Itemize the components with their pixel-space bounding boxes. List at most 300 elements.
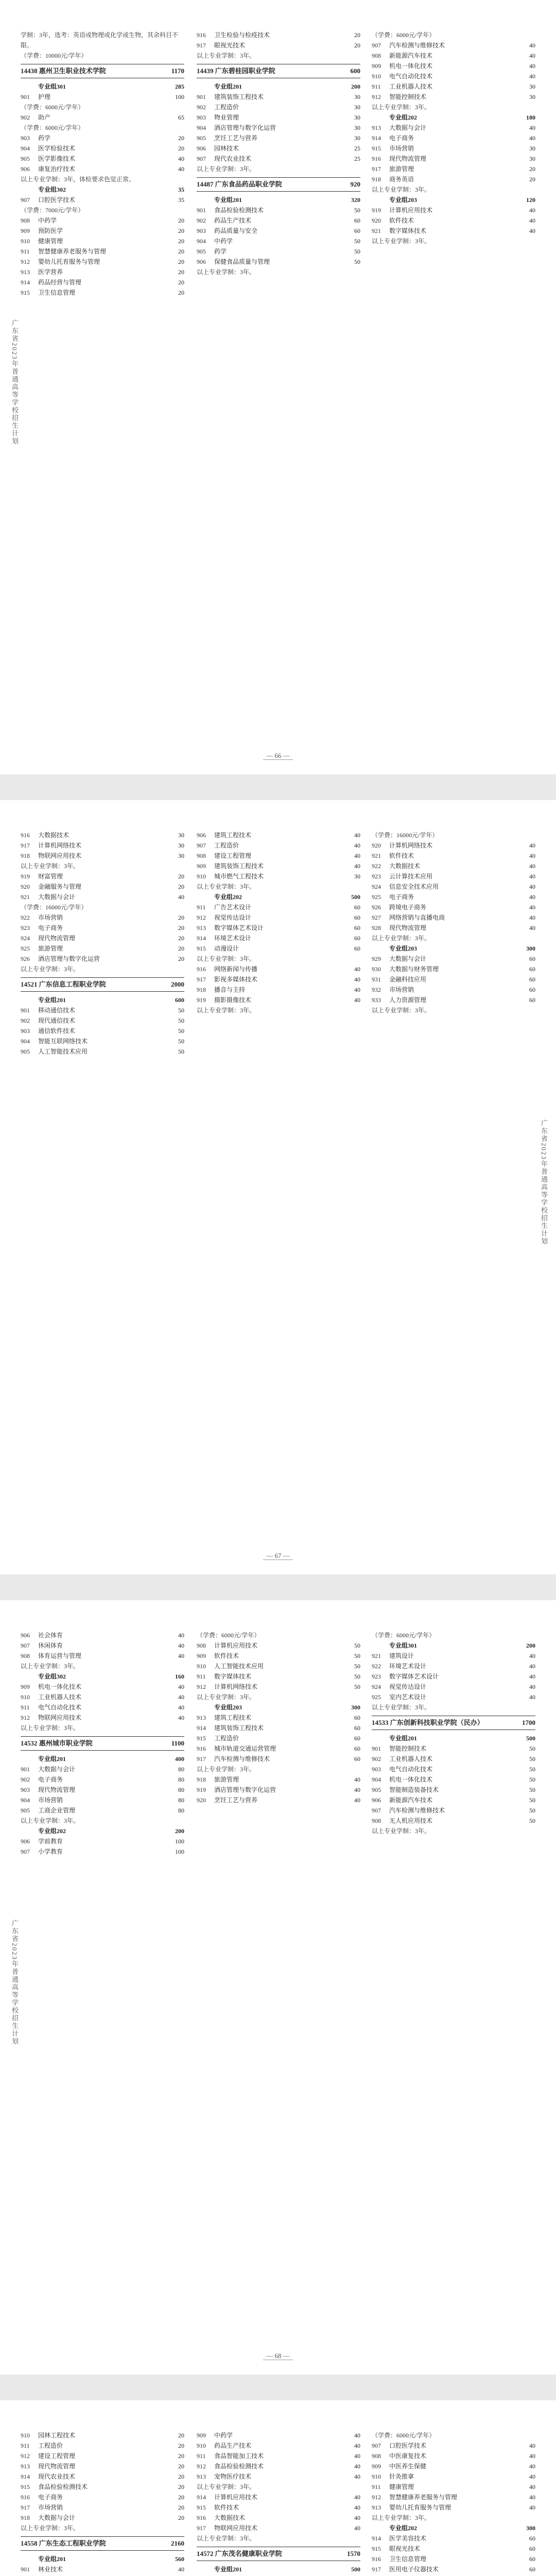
major-name: 大数据与会计 (38, 893, 76, 901)
major-row (197, 226, 360, 236)
plan-count: 20 (529, 165, 535, 173)
major-row (21, 1640, 184, 1651)
plan-count: 80 (178, 1786, 184, 1793)
major-row (372, 1682, 535, 1692)
major-row (372, 154, 535, 164)
major-row (197, 871, 360, 882)
major-name: 电气自动化技术 (38, 1704, 82, 1711)
major-code: 909 (372, 2463, 381, 2470)
major-code: 906 (197, 145, 206, 152)
major-row (372, 840, 535, 851)
major-code: 915 (197, 945, 206, 952)
plan-count: 50 (354, 1663, 360, 1670)
plan-count: 40 (529, 1652, 535, 1659)
plan-count: 40 (178, 1642, 184, 1649)
plan-count: 30 (529, 145, 535, 152)
major-row (372, 2533, 535, 2544)
major-code: 914 (21, 279, 30, 286)
major-row (197, 2461, 360, 2471)
note-text: 以上专业学制：3年。 (197, 52, 256, 59)
plan-count: 50 (354, 258, 360, 265)
major-code: 912 (197, 914, 206, 921)
major-name: 旅游管理 (214, 1776, 239, 1783)
major-row (197, 1723, 360, 1733)
major-code: 902 (197, 217, 206, 224)
major-name: 现代物流管理 (38, 935, 76, 942)
major-row (197, 154, 360, 164)
document-page (0, 0, 556, 774)
major-code: 915 (21, 2483, 30, 2490)
major-row (372, 1764, 535, 1774)
major-name: 现代物流管理 (38, 1786, 76, 1793)
plan-count: 60 (354, 924, 360, 931)
text-column (21, 830, 184, 1057)
major-name: 物联网应用技术 (214, 2524, 258, 2532)
major-name: 现代物流管理 (389, 155, 427, 162)
plan-count: 80 (178, 1766, 184, 1773)
major-code: 925 (372, 1693, 381, 1701)
major-code: 909 (21, 1683, 30, 1690)
major-row (21, 933, 184, 943)
major-code: 911 (197, 2452, 206, 2460)
major-name: 医学检验技术 (38, 145, 76, 152)
side-running-header: 广东省2023年普通高等学校招生计划 (11, 1920, 19, 2045)
major-code: 918 (197, 986, 206, 993)
major-row (372, 2441, 535, 2451)
note-text: 以上专业学制：3年。 (372, 2514, 431, 2521)
plan-count: 200 (526, 1642, 535, 1649)
major-row (197, 974, 360, 985)
major-row (21, 154, 184, 164)
major-row (372, 123, 535, 133)
major-code: 902 (21, 1776, 30, 1783)
plan-count: 60 (354, 217, 360, 224)
major-row (21, 1651, 184, 1661)
major-name: 大数据与会计 (389, 124, 427, 131)
plan-count: 20 (178, 217, 184, 224)
plan-count: 20 (529, 176, 535, 183)
major-code: 904 (21, 1797, 30, 1804)
major-row (372, 912, 535, 923)
note-text: 以上专业学制：3年。 (21, 2524, 80, 2532)
major-code: 911 (21, 2442, 30, 2449)
major-name: 预防医学 (38, 227, 63, 234)
major-code: 922 (21, 914, 30, 921)
major-row (21, 112, 184, 123)
major-name: 体育运营与管理 (38, 1652, 82, 1659)
major-code: 915 (372, 2545, 381, 2552)
major-row (372, 1816, 535, 1826)
major-code: 918 (197, 1776, 206, 1783)
plan-count: 35 (178, 186, 184, 193)
major-group-row (372, 943, 535, 954)
plan-count: 50 (529, 1786, 535, 1793)
major-name: 旅游管理 (38, 945, 63, 952)
plan-count: 40 (529, 2452, 535, 2460)
major-name: 专业组203 (389, 196, 418, 204)
major-row (21, 1630, 184, 1640)
major-name: 护理 (38, 93, 51, 100)
plan-count: 60 (529, 2545, 535, 2552)
major-code: 914 (197, 1724, 206, 1732)
major-code: 917 (197, 42, 206, 49)
major-name: 智慧健康养老服务与管理 (38, 248, 107, 255)
note-text: （学费：16000元/学年） (21, 904, 88, 911)
plan-count: 50 (529, 1755, 535, 1762)
major-code: 922 (372, 862, 381, 870)
plan-count: 50 (178, 1038, 184, 1045)
major-code: 914 (372, 2535, 381, 2542)
plan-count: 20 (178, 2494, 184, 2501)
note-text: （学费：6000元/学年） (21, 124, 84, 131)
major-code: 901 (197, 93, 206, 100)
plan-count: 30 (529, 155, 535, 162)
major-name: 市场营销 (38, 1797, 63, 1804)
major-row (21, 2471, 184, 2482)
major-row (21, 1764, 184, 1774)
major-code: 906 (21, 1838, 30, 1845)
major-row (21, 267, 184, 277)
plan-count: 500 (351, 2566, 360, 2573)
major-code: 919 (372, 207, 381, 214)
major-code: 903 (21, 1786, 30, 1793)
note-text: 以上专业学制：3年。 (21, 965, 80, 973)
major-name: 园林工程技术 (38, 2432, 76, 2439)
major-name: 汽车检测与维修技术 (389, 42, 445, 49)
major-name: 专业组201 (214, 83, 242, 90)
major-name: 软件技术 (214, 1652, 239, 1659)
major-row (21, 851, 184, 861)
plan-count: 50 (354, 207, 360, 214)
plan-count: 40 (529, 904, 535, 911)
major-name: 建筑装饰工程技术 (214, 1724, 264, 1732)
major-row (21, 1046, 184, 1057)
plan-count: 50 (354, 248, 360, 255)
major-group-row (372, 112, 535, 123)
major-name: 酒店管理与数字化运营 (214, 124, 276, 131)
major-row (21, 2492, 184, 2502)
major-row (21, 1713, 184, 1723)
school-name: 14438 惠州卫生职业技术学院 (21, 67, 106, 75)
major-row (21, 1692, 184, 1702)
plan-count: 180 (526, 114, 535, 121)
plan-count: 20 (178, 883, 184, 890)
major-row (372, 974, 535, 985)
school-total: 1100 (171, 1739, 184, 1747)
note-text: 以上专业学制：3年。 (197, 2483, 256, 2490)
major-name: 财富管理 (38, 873, 63, 880)
school-name: 14532 惠州城市职业学院 (21, 1739, 93, 1747)
plan-count: 300 (351, 1704, 360, 1711)
major-code: 910 (372, 2473, 381, 2480)
plan-count: 40 (354, 986, 360, 993)
major-code: 904 (21, 1038, 30, 1045)
major-row (197, 1651, 360, 1661)
major-row (372, 92, 535, 102)
plan-count: 20 (178, 873, 184, 880)
text-column (197, 30, 360, 277)
plan-count: 40 (354, 2432, 360, 2439)
major-name: 市场营销 (389, 986, 414, 993)
major-code: 922 (372, 1663, 381, 1670)
major-row (21, 257, 184, 267)
major-code: 903 (21, 134, 30, 142)
plan-count: 40 (354, 2514, 360, 2521)
major-name: 大数据与会计 (38, 2514, 76, 2521)
major-row (197, 30, 360, 40)
page-number (0, 752, 556, 760)
major-row (197, 133, 360, 143)
major-row (372, 2502, 535, 2513)
plan-count: 60 (529, 2555, 535, 2563)
major-row (372, 964, 535, 974)
plan-count: 30 (178, 842, 184, 849)
major-name: 计算机网络技术 (38, 842, 82, 849)
major-code: 932 (372, 986, 381, 993)
major-code: 908 (21, 1652, 30, 1659)
major-code: 917 (372, 2566, 381, 2573)
major-row (372, 40, 535, 50)
major-name: 数字媒体艺术设计 (389, 1673, 439, 1680)
major-row (21, 1846, 184, 1857)
major-row (197, 143, 360, 154)
plan-count: 50 (529, 1797, 535, 1804)
major-row (372, 174, 535, 184)
major-name: 药品生产技术 (214, 217, 252, 224)
major-group-row (197, 2564, 360, 2574)
plan-count: 50 (354, 238, 360, 245)
major-code: 919 (197, 996, 206, 1004)
major-row (372, 2482, 535, 2492)
major-code: 913 (197, 1714, 206, 1721)
major-name: 专业组202 (389, 114, 418, 121)
note-text: 以上专业学制：3年。 (197, 955, 256, 962)
major-row (21, 882, 184, 892)
major-name: 建设工程管理 (38, 2452, 76, 2460)
major-code: 913 (197, 2473, 206, 2480)
major-code: 912 (21, 1714, 30, 1721)
major-name: 食品检验检测技术 (38, 2483, 88, 2490)
plan-count: 30 (178, 832, 184, 839)
major-name: 商务英语 (389, 176, 414, 183)
major-row (197, 851, 360, 861)
note-text: （学费：16000元/学年） (372, 832, 439, 839)
note-text: 以上专业学制：3年。 (372, 935, 431, 942)
major-name: 助产 (38, 114, 51, 121)
major-row (372, 133, 535, 143)
major-code: 912 (197, 1683, 206, 1690)
school-name: 14533 广东创新科技职业学院（民办） (372, 1719, 484, 1726)
school-total: 1700 (522, 1719, 535, 1726)
plan-count: 40 (529, 227, 535, 234)
school-header (197, 177, 360, 192)
note-text: 以上专业学制：3年，体检要求色觉正常。 (21, 176, 135, 183)
major-code: 912 (21, 258, 30, 265)
major-code: 911 (197, 904, 206, 911)
school-name: 14439 广东碧桂园职业学院 (197, 67, 275, 75)
major-code: 916 (21, 832, 30, 839)
major-name: 旅游管理 (389, 165, 414, 173)
major-name: 机电一体化技术 (389, 1776, 433, 1783)
major-row (21, 2513, 184, 2523)
major-code: 926 (21, 955, 30, 962)
major-name: 电子商务 (38, 924, 63, 931)
plan-count: 50 (178, 1048, 184, 1055)
major-row (372, 882, 535, 892)
major-row (197, 2430, 360, 2441)
plan-count: 500 (526, 1735, 535, 1742)
major-code: 910 (197, 2442, 206, 2449)
major-row (21, 1836, 184, 1846)
major-code: 915 (197, 2504, 206, 2511)
major-name: 软件技术 (389, 852, 414, 859)
major-row (372, 923, 535, 933)
major-name: 专业组201 (214, 2566, 242, 2573)
major-row (372, 2492, 535, 2502)
plan-count: 40 (354, 1786, 360, 1793)
major-name: 社会体育 (38, 1632, 63, 1639)
major-code: 915 (372, 145, 381, 152)
plan-count: 60 (529, 996, 535, 1004)
major-name: 数字媒体技术 (389, 227, 427, 234)
plan-count: 50 (354, 1652, 360, 1659)
major-name: 医用电子仪器技术 (389, 2566, 439, 2573)
plan-count: 40 (529, 2483, 535, 2490)
major-name: 环境艺术设计 (214, 935, 252, 942)
major-row (21, 1774, 184, 1785)
major-row (197, 830, 360, 840)
plan-count: 40 (178, 1704, 184, 1711)
plan-count: 40 (529, 2504, 535, 2511)
plan-count: 60 (529, 976, 535, 983)
plan-count: 40 (529, 1683, 535, 1690)
major-name: 药品经营与管理 (38, 279, 82, 286)
note-text: 学制：3年，选考：英语或物理或化学或生物，其余科目不限。 (21, 31, 179, 49)
plan-count: 60 (529, 986, 535, 993)
major-code: 907 (21, 1848, 30, 1855)
note-text: 以上专业学制：3年。 (372, 186, 431, 193)
plan-count: 40 (354, 862, 360, 870)
major-row (197, 2502, 360, 2513)
major-name: 卫生信息管理 (38, 289, 76, 296)
plan-count: 120 (526, 196, 535, 204)
major-row (197, 1671, 360, 1682)
major-row (372, 215, 535, 226)
plan-count: 40 (529, 73, 535, 80)
school-total: 1170 (171, 67, 184, 75)
major-code: 905 (21, 155, 30, 162)
major-name: 现代物流管理 (38, 2463, 76, 2470)
major-row (197, 840, 360, 851)
major-row (372, 1671, 535, 1682)
plan-count: 60 (529, 2535, 535, 2542)
plan-count: 40 (529, 124, 535, 131)
plan-count: 60 (354, 935, 360, 942)
major-code: 911 (21, 248, 30, 255)
major-row (372, 851, 535, 861)
text-column (372, 830, 535, 1015)
major-row (21, 1005, 184, 1015)
major-row (197, 2451, 360, 2461)
major-name: 健康管理 (38, 238, 63, 245)
major-name: 电子商务 (389, 893, 414, 901)
plan-count: 50 (354, 1642, 360, 1649)
major-name: 机电一体化技术 (38, 1683, 82, 1690)
major-row (197, 102, 360, 112)
major-name: 现代农业技术 (214, 155, 252, 162)
school-total: 920 (350, 180, 360, 188)
major-name: 烹饪工艺与营养 (214, 1797, 258, 1804)
plan-count: 20 (178, 2432, 184, 2439)
major-code: 902 (21, 114, 30, 121)
major-row (197, 933, 360, 943)
major-name: 视觉传达设计 (389, 1683, 427, 1690)
major-code: 904 (372, 1776, 381, 1783)
plan-count: 40 (354, 2463, 360, 2470)
plan-count: 40 (178, 1652, 184, 1659)
major-name: 工业机器人技术 (38, 1693, 82, 1701)
major-code: 908 (372, 2452, 381, 2460)
plan-count: 40 (529, 1673, 535, 1680)
major-name: 网络营销与直播电商 (389, 914, 445, 921)
plan-count: 20 (178, 238, 184, 245)
major-code: 901 (197, 207, 206, 214)
plan-count: 40 (178, 165, 184, 173)
major-code: 914 (197, 935, 206, 942)
plan-count: 60 (354, 904, 360, 911)
plan-count: 40 (354, 2452, 360, 2460)
note-text: （学费：6000元/学年） (372, 31, 436, 39)
major-name: 婴幼儿托育服务与管理 (38, 258, 100, 265)
plan-count: 30 (354, 104, 360, 111)
document-page (0, 800, 556, 1574)
plan-count: 20 (354, 31, 360, 39)
text-column (197, 830, 360, 1015)
major-code: 910 (372, 73, 381, 80)
major-name: 大数据技术 (214, 2514, 246, 2521)
major-row (372, 2554, 535, 2564)
major-code: 913 (372, 2504, 381, 2511)
major-row (21, 92, 184, 102)
major-name: 药品生产技术 (214, 2442, 252, 2449)
major-row (197, 923, 360, 933)
plan-count: 60 (529, 955, 535, 962)
major-name: 保健食品质量与管理 (214, 258, 270, 265)
plan-count: 50 (178, 1027, 184, 1035)
major-name: 市场营销 (38, 914, 63, 921)
major-row (372, 2461, 535, 2471)
major-name: 卫生检验与检疫技术 (214, 31, 270, 39)
major-code: 917 (197, 2524, 206, 2532)
major-name: 智能互联网络技术 (38, 1038, 88, 1045)
plan-count: 30 (529, 93, 535, 100)
major-code: 919 (197, 1786, 206, 1793)
major-name: 建筑装饰工程技术 (214, 862, 264, 870)
plan-count: 40 (529, 62, 535, 70)
major-name: 新能源汽车技术 (389, 52, 433, 59)
page-number (0, 1552, 556, 1560)
major-name: 眼视光技术 (214, 42, 246, 49)
major-code: 931 (372, 976, 381, 983)
major-code: 916 (372, 155, 381, 162)
school-total: 1570 (347, 2550, 360, 2557)
major-code: 905 (21, 1807, 30, 1814)
plan-count: 40 (529, 2494, 535, 2501)
major-row (21, 1682, 184, 1692)
major-name: 专业组202 (389, 2524, 418, 2532)
major-name: 现代物流管理 (389, 924, 427, 931)
plan-count: 20 (354, 42, 360, 49)
